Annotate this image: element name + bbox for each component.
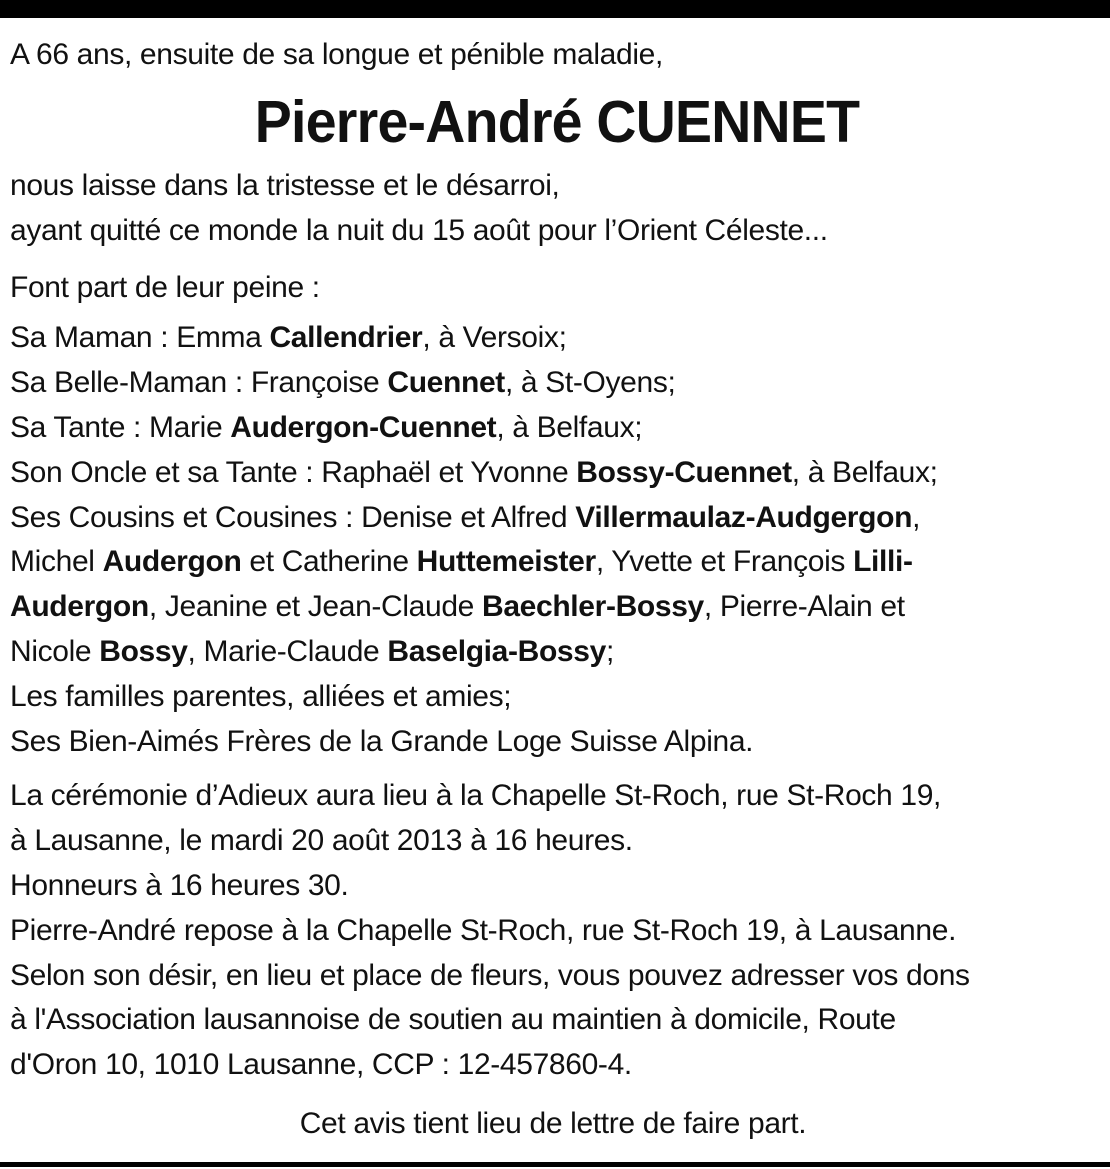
deceased-name: Pierre-André CUENNET	[254, 89, 860, 155]
departure-line-1: nous laisse dans la tristesse et le désarroi,	[10, 169, 560, 202]
mourner-given-name: , Yvette et François	[595, 545, 854, 579]
ceremony-line-1: La cérémonie d’Adieux aura lieu à la Chapelle St-Roch, rue St-Roch 19,	[10, 779, 942, 813]
mourner-cousins-line-1	[10, 496, 1104, 541]
departure-text	[10, 164, 1104, 254]
mourner-given-name: Nicole	[10, 634, 100, 668]
ceremony-line-3: Honneurs à 16 heures 30.	[10, 868, 349, 902]
mourner-place: , à Belfaux;	[496, 410, 643, 444]
mourner-relation: Sa Belle-Maman : Françoise	[10, 366, 388, 400]
bottom-rule	[0, 1162, 1110, 1167]
mourner-relation: Sa Tante : Marie	[10, 410, 231, 444]
mourner-surname: Bossy	[99, 634, 188, 668]
departure-line-2: ayant quitté ce monde la nuit du 15 août pour l’Orient Céleste...	[10, 213, 828, 247]
ceremony-line-6: à l'Association lausannoise de soutien au maintien à domicile, Route	[10, 1003, 896, 1037]
mourner-surname: Audergon-Cuennet	[230, 410, 497, 444]
mourner-tante	[10, 406, 1104, 451]
mourner-cousins-line-3	[10, 585, 1104, 630]
mourners-heading: Font part de leur peine :	[10, 270, 320, 304]
mourner-surname: Callendrier	[269, 321, 423, 355]
mourner-maman	[10, 316, 1104, 361]
mourner-surname: Baechler-Bossy	[482, 590, 704, 624]
ceremony-details	[10, 774, 1104, 1088]
mourner-relation: Ses Cousins et Cousines : Denise et Alfred	[10, 500, 576, 534]
mourner-place: , à Versoix;	[422, 321, 567, 355]
mourner-belle-maman	[10, 361, 1104, 406]
mourner-relation: Son Oncle et sa Tante : Raphaël et Yvonne	[10, 455, 577, 489]
top-rule	[0, 0, 1110, 18]
mourner-punctuation: ,	[912, 500, 921, 534]
mourner-punctuation: ;	[605, 634, 614, 668]
ceremony-line-5: Selon son désir, en lieu et place de fleurs, vous pouvez adresser vos dons	[10, 958, 970, 992]
mourner-surname: Bossy-Cuennet	[576, 455, 792, 489]
mourner-place: , à Belfaux;	[791, 455, 938, 489]
mourner-cousins-line-2	[10, 540, 1104, 585]
ceremony-line-2: à Lausanne, le mardi 20 août 2013 à 16 heures.	[10, 824, 633, 858]
mourner-given-name: , Marie-Claude	[187, 634, 388, 668]
mourner-given-name: Michel	[10, 545, 103, 579]
mourners-list	[10, 266, 1104, 765]
mourner-given-name: , Jeanine et Jean-Claude	[148, 590, 483, 624]
mourner-familles: Les familles parentes, alliées et amies;	[10, 679, 512, 713]
mourner-surname: Villermaulaz-Audgergon	[575, 500, 913, 534]
closing-line: Cet avis tient lieu de lettre de faire part.	[299, 1106, 807, 1140]
mourner-surname: Huttemeister	[416, 545, 596, 579]
mourner-place: , à St-Oyens;	[504, 366, 676, 400]
mourner-surname: Cuennet	[387, 366, 505, 400]
mourner-surname: Lilli-	[853, 545, 913, 579]
ceremony-line-4: Pierre-André repose à la Chapelle St-Roch, rue St-Roch 19, à Lausanne.	[10, 913, 957, 947]
mourner-freres: Ses Bien-Aimés Frères de la Grande Loge Suisse Alpina.	[10, 724, 754, 758]
mourner-given-name: et Catherine	[241, 545, 417, 579]
mourner-cousins-line-4	[10, 630, 1104, 675]
death-notice	[10, 33, 1104, 1147]
mourner-surname: Audergon	[10, 590, 149, 624]
intro-line: A 66 ans, ensuite de sa longue et pénible maladie,	[10, 38, 663, 71]
mourner-given-name: , Pierre-Alain et	[703, 590, 905, 624]
ceremony-line-7: d'Oron 10, 1010 Lausanne, CCP : 12-457860-4.	[10, 1048, 632, 1082]
mourner-oncle-tante	[10, 451, 1104, 496]
mourner-relation: Sa Maman : Emma	[10, 321, 270, 355]
mourner-surname: Baselgia-Bossy	[387, 634, 606, 668]
mourner-surname: Audergon	[102, 545, 242, 579]
